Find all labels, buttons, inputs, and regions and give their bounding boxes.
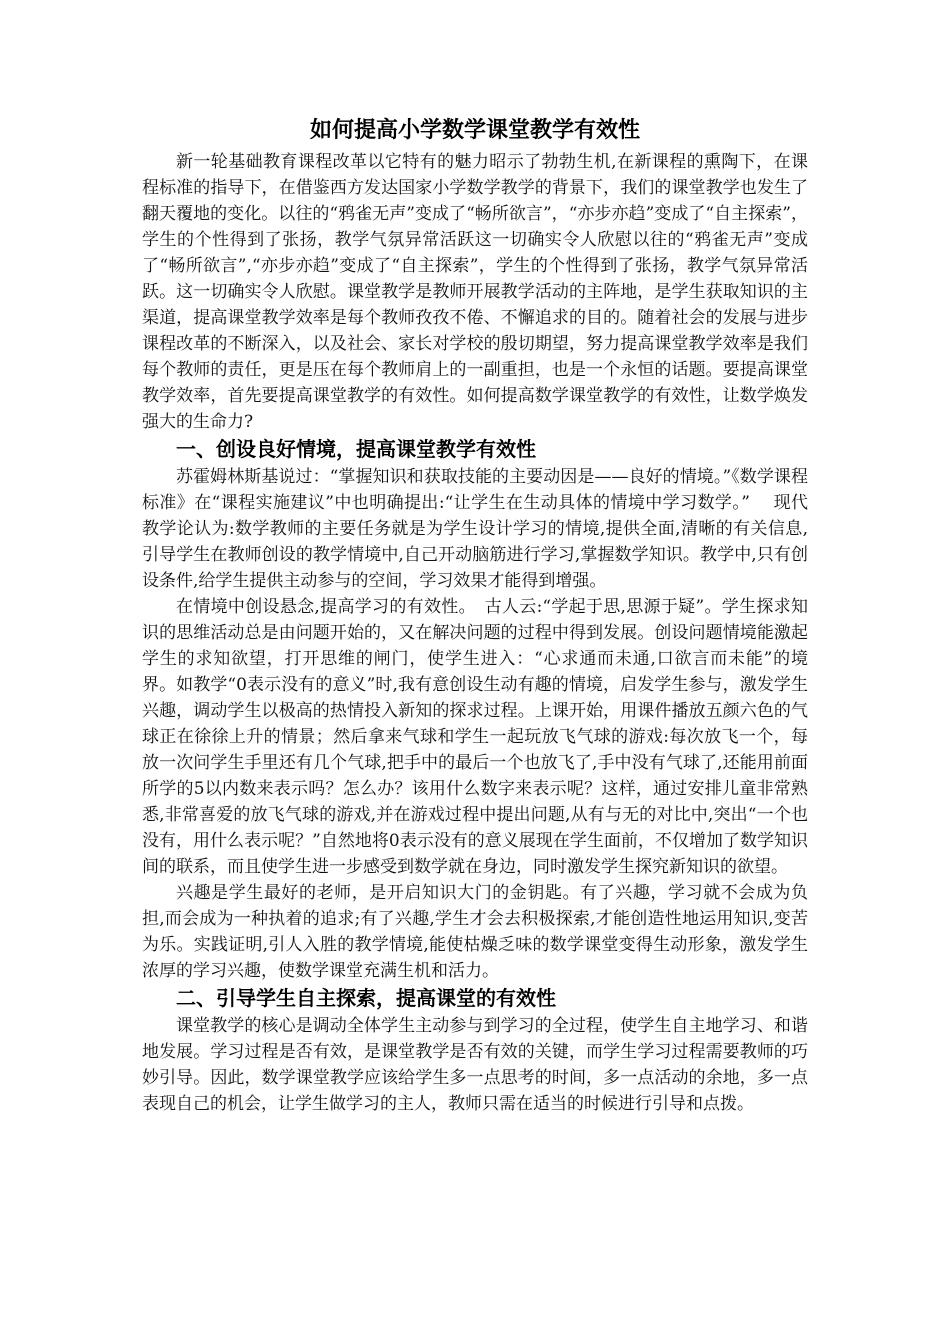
- section-1-paragraph-2: 在情境中创设悬念,提高学习的有效性。 古人云:“学起于思,思源于疑”。学生探求知识的思维活动总是由问题开始的，又在解决问题的过程中得到发展。创设问题情境能激起学生的求知欲望，打开思维的闸门，使学生进入：“心求通而未通,口欲言而未能”的境界。如教学“0表示没有的意义”时,我有意创设生动有趣的情境，启发学生参与，激发学生兴趣，调动学生以极高的热情投入新知的探求过程。上课开始，用课件播放五颜六色的气球正在徐徐上升的情景；然后拿来气球和学生一起玩放飞气球的游戏:每次放飞一个，每放一次问学生手里还有几个气球,把手中的最后一个也放飞了,手中没有气球了,还能用前面所学的5以内数来表示吗？怎么办？该用什么数字来表示呢？这样，通过安排儿童非常熟悉,非常喜爱的放飞气球的游戏,并在游戏过程中提出问题,从有与无的对比中,突出“一个也没有，用什么表示呢？”自然地将0表示没有的意义展现在学生面前，不仅增加了数学知识间的联系，而且使学生进一步感受到数学就在身边，同时激发学生探究新知识的欲望。: [142, 597, 808, 877]
- intro-paragraph: 新一轮基础教育课程改革以它特有的魅力昭示了勃勃生机,在新课程的熏陶下，在课程标准的指导下，在借鉴西方发达国家小学数学教学的背景下，我们的课堂教学也发生了翻天覆地的变化。以往的“鸦雀无声”变成了“畅所欲言”，“亦步亦趋”变成了“自主探索”，学生的个性得到了张扬，教学气氛异常活跃这一切确实令人欣慰以往的“鸦雀无声”变成了“畅所欲言”,“亦步亦趋”变成了“自主探索”，学生的个性得到了张扬，教学气氛异常活跃。这一切确实令人欣慰。课堂教学是教师开展教学活动的主阵地，是学生获取知识的主渠道，提高课堂教学效率是每个教师孜孜不倦、不懈追求的目的。随着社会的发展与进步课程改革的不断深入，以及社会、家长对学校的殷切期望，努力提高课堂教学效率是我们每个教师的责任，更是压在每个教师肩上的一副重担，也是一个永恒的话题。要提高课堂教学效率，首先要提高课堂教学的有效性。如何提高数学课堂教学的有效性，让数学焕发强大的生命力?: [142, 152, 808, 432]
- document-body: [142, 116, 808, 1117]
- section-2-heading: 二、引导学生自主探索，提高课堂的有效性: [176, 986, 556, 1010]
- section-1-heading: 一、创设良好情境，提高课堂教学有效性: [176, 437, 536, 461]
- section-1-paragraph-1: 苏霍姆林斯基说过：“掌握知识和获取技能的主要动因是——良好的情境。”《数学课程标准》在“课程实施建议”中也明确提出:“让学生在生动具体的情境中学习数学。” 现代教学论认为:数学教师的主要任务就是为学生设计学习的情境,提供全面,清晰的有关信息,引导学生在教师创设的教学情境中,自己开动脑筋进行学习,掌握数学知识。教学中,只有创设条件,给学生提供主动参与的空间，学习效果才能得到增强。: [142, 467, 808, 591]
- document-title: 如何提高小学数学课堂教学有效性: [309, 118, 640, 143]
- section-2-paragraph-1: 课堂教学的核心是调动全体学生主动参与到学习的全过程，使学生自主地学习、和谐地发展。学习过程是否有效，是课堂教学是否有效的关键，而学生学习过程需要教师的巧妙引导。因此，数学课堂教学应该给学生多一点思考的时间，多一点活动的余地，多一点表现自己的机会，让学生做学习的主人，教师只需在适当的时候进行引导和点拨。: [142, 1016, 808, 1114]
- section-1-paragraph-3: 兴趣是学生最好的老师，是开启知识大门的金钥匙。有了兴趣，学习就不会成为负担,而会成为一种执着的追求;有了兴趣,学生才会去积极探索,才能创造性地运用知识,变苦为乐。实践证明,引人入胜的教学情境,能使枯燥乏味的数学课堂变得生动形象，激发学生浓厚的学习兴趣，使数学课堂充满生机和活力。: [142, 883, 808, 981]
